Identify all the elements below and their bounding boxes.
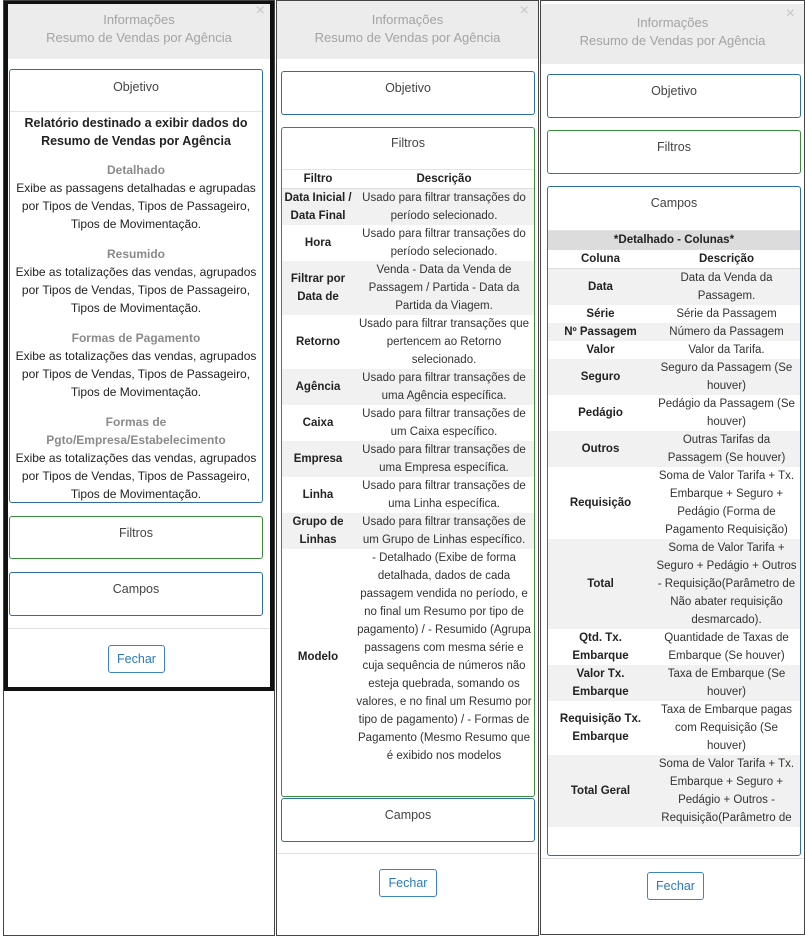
table-row (548, 395, 800, 431)
row-label: Requisição (569, 497, 632, 509)
table-row (548, 269, 800, 306)
table-row (548, 629, 800, 665)
row-label: Valor Tx. Embarque (548, 665, 653, 701)
filtros-section (281, 127, 535, 797)
campos-section[interactable] (9, 572, 263, 616)
table-row (282, 513, 534, 549)
row-label: Valor (586, 344, 615, 356)
filtros-section-header[interactable]: Filtros (282, 128, 534, 170)
campos-section[interactable] (281, 798, 535, 842)
modal-title-line1: Informações (371, 12, 444, 27)
close-icon[interactable]: × (255, 2, 265, 19)
row-label: Caixa (302, 417, 334, 429)
column-header: Filtro (282, 170, 354, 189)
fechar-button[interactable]: Fechar (647, 872, 704, 900)
row-description: Usado para filtrar transações de um Caixa específico. (362, 408, 526, 438)
table-row (548, 701, 800, 755)
row-description: Usado para filtrar transações de um Grupo de Linhas específico. (354, 513, 534, 549)
row-label: Seguro (548, 359, 653, 395)
info-modal-campos (540, 0, 805, 935)
close-icon[interactable]: × (785, 5, 795, 22)
row-description: Número da Passagem (653, 323, 800, 341)
row-description: Taxa de Embarque pagas com Requisição (Se houver) (660, 704, 793, 752)
filtros-table (282, 170, 534, 765)
table-row (548, 431, 800, 467)
row-label: Filtrar por Data de (282, 261, 354, 315)
table-caption: *Detalhado - Colunas* (548, 231, 800, 250)
modal-header (277, 1, 538, 59)
block-text: Exibe as passagens detalhadas e agrupadas por Tipos de Vendas, Tipos de Passageiro, Tipos de Movimentação. (16, 181, 256, 231)
fechar-button[interactable]: Fechar (379, 869, 437, 897)
block-text: Exibe as totalizações das vendas, agrupados por Tipos de Vendas, Tipos de Passageiro, Tipos de Movimentação. (15, 349, 257, 399)
block-title: Formas de Pgto/Empresa/Estabelecimento (46, 415, 226, 447)
row-description: Pedágio da Passagem (Se houver) (658, 398, 795, 428)
footer-divider (4, 628, 274, 629)
block-title: Formas de Pagamento (71, 331, 201, 345)
filtros-section-header[interactable]: Filtros (118, 526, 154, 540)
info-modal-objetivo (3, 0, 275, 936)
row-description: Usado para filtrar transações do período selecionado. (362, 228, 526, 258)
row-description: Soma de Valor Tarifa + Tx. Embarque + Seguro + Pedágio (Forma de Pagamento Requisição) (658, 470, 795, 536)
table-row (548, 467, 800, 539)
filtros-section-header[interactable]: Filtros (656, 140, 692, 154)
column-header: Descrição (653, 250, 800, 269)
row-description: Usado para filtrar transações de uma Empresa específica. (354, 441, 534, 477)
modal-title-line2: Resumo de Vendas por Agência (314, 30, 501, 45)
row-label: Série (586, 308, 615, 320)
row-label: Pedágio (578, 407, 623, 419)
row-description: Usado para filtrar transações de uma Agência específica. (354, 369, 534, 405)
objetivo-section-header[interactable]: Objetivo (385, 81, 431, 95)
table-row (282, 405, 534, 441)
block-title: Detalhado (106, 163, 165, 177)
filtros-section[interactable] (547, 130, 801, 174)
row-description: Outras Tarifas da Passagem (Se houver) (653, 431, 800, 467)
fechar-button[interactable]: Fechar (108, 645, 165, 673)
row-description: Soma de Valor Tarifa + Seguro + Pedágio + Outros - Requisição(Parâmetro de Não abater requisição desmarcado). (653, 539, 800, 629)
info-modal-filtros (276, 0, 539, 936)
table-row (282, 369, 534, 405)
row-label: Empresa (282, 441, 354, 477)
row-description: Data da Venda da Passagem. (653, 269, 800, 306)
row-description: Usado para filtrar transações do período selecionado. (354, 189, 534, 226)
objetivo-section (9, 69, 263, 503)
modal-title-line2: Resumo de Vendas por Agência (579, 33, 766, 48)
row-label: Linha (302, 489, 334, 501)
table-row (282, 225, 534, 261)
table-row (548, 539, 800, 629)
row-label: Requisição Tx. Embarque (559, 713, 642, 743)
objetivo-section-header[interactable]: Objetivo (10, 70, 262, 112)
row-label: Grupo de Linhas (282, 513, 354, 549)
row-description: Valor da Tarifa. (688, 344, 765, 356)
row-label: Data Inicial / Data Final (282, 189, 354, 226)
footer-divider (277, 853, 538, 854)
objetivo-section[interactable] (547, 74, 801, 118)
objetivo-body (10, 112, 262, 503)
modal-title-line1: Informações (636, 15, 709, 30)
modal-header (4, 1, 274, 59)
row-label: Modelo (297, 651, 339, 663)
row-description: Usado para filtrar transações que pertencem ao Retorno selecionado. (358, 318, 530, 366)
row-description: Quantidade de Taxas de Embarque (Se houver) (664, 632, 789, 662)
table-row (548, 341, 800, 359)
row-label: Data (548, 269, 653, 306)
row-label: Qtd. Tx. Embarque (572, 632, 629, 662)
block-text: Exibe as totalizações das vendas, agrupados por Tipos de Vendas, Tipos de Passageiro, Tipos de Movimentação. (15, 265, 257, 315)
row-label: Total (548, 539, 653, 629)
campos-table (548, 231, 800, 827)
table-row (548, 755, 800, 827)
objetivo-section[interactable] (281, 71, 535, 115)
row-label: Outros (548, 431, 653, 467)
row-description: Série da Passagem (676, 308, 777, 320)
campos-section-header[interactable]: Campos (548, 187, 800, 231)
footer-divider (541, 858, 804, 859)
row-description: Venda - Data da Venda de Passagem / Partida - Data da Partida da Viagem. (354, 261, 534, 315)
table-row (548, 359, 800, 395)
filtros-section[interactable] (9, 516, 263, 559)
modal-title-line1: Informações (103, 12, 175, 27)
row-description: - Detalhado (Exibe de forma detalhada, dados de cada passagem vendida no período, e no final um Resumo por tipo de pagamento) / - Resumido (Agrupa passagens com mesma série e cuja sequência de números não esteja quebrada, somando os valores, e no final um Resumo por tipo de pagamento) / - Formas de Pagamento (Mesmo Resumo que é exibido nos modelos (356, 552, 532, 762)
table-row (282, 549, 534, 765)
row-label: Retorno (295, 336, 341, 348)
row-description: Seguro da Passagem (Se houver) (653, 359, 800, 395)
campos-section (547, 186, 801, 856)
column-header: Descrição (354, 170, 534, 189)
table-row (548, 305, 800, 323)
campos-section-header[interactable]: Campos (384, 808, 432, 822)
row-description: Soma de Valor Tarifa + Tx. Embarque + Seguro + Pedágio + Outros - Requisição(Parâmetro de (653, 755, 800, 827)
table-row (282, 261, 534, 315)
objetivo-intro: Relatório destinado a exibir dados do Resumo de Vendas por Agência (24, 116, 248, 148)
modal-title-line2: Resumo de Vendas por Agência (46, 30, 232, 45)
block-title: Resumido (106, 247, 165, 261)
campos-section-header[interactable]: Campos (112, 582, 160, 596)
table-row (548, 323, 800, 341)
objetivo-section-header[interactable]: Objetivo (651, 84, 697, 98)
table-row (282, 315, 534, 369)
block-text: Exibe as totalizações das vendas, agrupados por Tipos de Vendas, Tipos de Passageiro, Tipos de Movimentação. (15, 451, 257, 501)
row-label: Total Geral (548, 755, 653, 827)
table-row (282, 441, 534, 477)
row-label: Hora (304, 237, 332, 249)
table-row (548, 665, 800, 701)
row-label: Agência (282, 369, 354, 405)
row-label: Nº Passagem (548, 323, 653, 341)
row-description: Usado para filtrar transações de uma Linha específica. (362, 480, 526, 510)
column-header: Coluna (548, 250, 653, 269)
table-row (282, 189, 534, 226)
table-row (282, 477, 534, 513)
modal-header (541, 4, 804, 64)
close-icon[interactable]: × (519, 2, 529, 19)
row-description: Taxa de Embarque (Se houver) (653, 665, 800, 701)
